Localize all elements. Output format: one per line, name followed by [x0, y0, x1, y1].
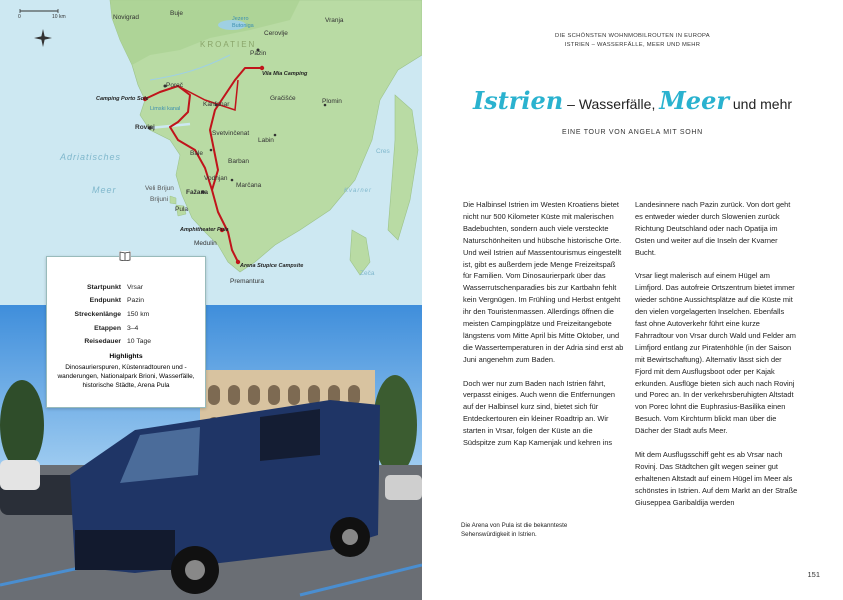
title-end: und mehr — [728, 96, 793, 112]
highlights-text: Dinosaurierspuren, Küstenradtouren und -wanderungen, Nationalpark Brioni, Wasserfälle, historische Städte, Arena Pula — [57, 364, 195, 389]
label-kanfanar: Kanfanar — [203, 101, 230, 108]
photo-caption: Die Arena von Pula ist die bekannteste Sehenswürdigkeit in Istrien. — [461, 522, 568, 538]
title-middle: – Wasserfälle, — [563, 96, 660, 112]
label-vodnjan: Vodnjan — [204, 175, 228, 182]
label-plomin: Plomin — [322, 98, 342, 105]
label-cres: Cres — [376, 148, 390, 155]
text-column-1 — [463, 199, 626, 461]
info-row-duration — [47, 338, 205, 350]
scale-zero: 0 — [18, 14, 21, 20]
info-row-start — [47, 284, 205, 296]
label-jezero: Jezero — [232, 16, 249, 22]
info-key: Streckenlänge — [74, 311, 121, 318]
label-svetvincenat: Svetvinčenat — [212, 130, 250, 137]
info-key: Etappen — [94, 325, 121, 332]
info-value: Vrsar — [127, 284, 143, 291]
right-page — [422, 0, 843, 600]
label-buje: Buje — [170, 10, 184, 17]
label-fazana: Fažana — [186, 189, 209, 196]
label-bale: Bale — [190, 150, 204, 157]
text-column-2 — [635, 199, 798, 520]
label-labin: Labin — [258, 137, 274, 144]
label-pazin: Pazin — [250, 50, 267, 57]
paragraph: Landesinnere nach Pazin zurück. Von dort geht es entweder wieder durch Slowenien zurück Richtung Deutschland oder nach Opatija im Osten und weiter auf die Inseln der Kvarner Bucht. — [635, 200, 791, 257]
page-title — [422, 86, 843, 115]
scale-end: 10 km — [52, 14, 66, 20]
info-row-stages — [47, 325, 205, 337]
paragraph: Vrsar liegt malerisch auf einem Hügel am Limfjord. Das autofreie Ortszentrum bietet immer wieder schöne Aussichtsplätze auf die Küste mit den vielen vorgelagerten Inselchen. Ebenfalls fast ohne Autoverkehr führt eine kurze Fahrradtour von Vrsar durch Wald und Felder am Limfjord entlang zur Piratenhöhle (in der Saison mit Bewirtschaftung). Alternativ lässt sich der Fjord mit dem Ausflugsboot oder per Kajak erkunden. Ausflüge bieten sich auch nach Rovinj und Porec an. In der verkehrsberuhigten Altstadt von Porec lohnt die Euphrasius-Basilika einen Besuch. Vom Kirchturm blickt man über die Dächer der Stadt aufs Meer. — [635, 271, 796, 436]
paragraph: Die Halbinsel Istrien im Westen Kroatiens bietet nicht nur 500 Kilometer Küste mit malerischen Badebuchten, sondern auch viele versteckte Naturschönheiten und hübsche historische Orte. Und weil Istrien auf Massentourismus eingestellt ist, gibt es außerdem jede Menge Freizeitspaß für Familien. Vom Dinosaurierpark über das Wasserrutschenparadies bis zur Kartbahn fehlt kein Vergnügen. Im Frühling und Herbst entgeht ihr den Touristenmassen. Allerdings öffnen die meisten Campingplätze und Freizeitangebote längstens vom Mitte April bis Mitte Oktober, und die Wassertemperaturen in der Adria sind erst ab Juni angenehm zum Baden. — [463, 200, 624, 364]
label-premantura: Premantura — [230, 278, 264, 285]
label-meer: Meer — [92, 185, 117, 195]
paragraph: Doch wer nur zum Baden nach Istrien fährt, verpasst einiges. Auch wenn die Entfernungen auf der Halbinsel kurz sind, bietet sich für Entdeckertouren ein kleiner Roadtrip an. Wir starten in Vrsar, folgen der Küste an die Südspitze zum Kap Kamenjak und kehren ins — [463, 378, 616, 448]
paragraph: Mit dem Ausflugsschiff geht es ab Vrsar nach Rovinj. Das Städtchen gilt wegen seiner gut erhaltenen Altstadt auf einem Hügel im Meer als schönstes in Istrien. Auf dem Markt an der Straße Giuseppea Garibaldija werden — [635, 450, 798, 507]
label-novigrad: Novigrad — [113, 14, 140, 21]
label-rovinj: Rovinj — [135, 124, 155, 131]
site-vila-mia: Vila Mia Camping — [262, 71, 308, 77]
info-row-end — [47, 297, 205, 309]
label-limski: Limski kanal — [150, 106, 181, 112]
label-gracisce: Gračišće — [270, 95, 296, 102]
label-vranja: Vranja — [325, 17, 344, 24]
label-cerovlje: Cerovlje — [264, 30, 288, 37]
info-key: Startpunkt — [87, 284, 121, 291]
highlights-title: Highlights — [109, 353, 143, 360]
tour-info-box — [46, 256, 206, 408]
label-zmajevac: Zeča — [360, 270, 375, 277]
subtitle: EINE TOUR VON ANGELA MIT SOHN — [562, 129, 703, 136]
title-meer: Meer — [659, 86, 729, 115]
site-camping-porto-sole: Camping Porto Sole — [96, 96, 149, 102]
label-marcana: Marčana — [236, 182, 262, 189]
site-arena-stupice: Arena Stupice Campsite — [240, 263, 304, 269]
running-head-line1: DIE SCHÖNSTEN WOHNMOBILROUTEN IN EUROPA — [555, 33, 710, 39]
info-value: Pazin — [127, 297, 145, 304]
page-number: 151 — [807, 570, 820, 579]
label-butoniga: Butoniga — [232, 23, 254, 29]
label-veli-brijun: Veli Brijun — [145, 185, 174, 192]
book-icon — [119, 251, 131, 261]
info-row-length — [47, 311, 205, 323]
info-value: 150 km — [127, 311, 150, 318]
compass-icon — [34, 29, 52, 47]
label-pula: Pula — [175, 206, 189, 213]
label-kroatien: KROATIEN — [200, 40, 257, 49]
running-head — [422, 32, 843, 50]
label-medulin: Medulin — [194, 240, 217, 247]
label-porec: Poreč — [166, 82, 183, 89]
label-kvarner: Kvarner — [344, 188, 373, 194]
title-istrien: Istrien — [472, 86, 564, 115]
running-head-line2: ISTRIEN – WASSERFÄLLE, MEER UND MEHR — [564, 42, 701, 48]
info-key: Endpunkt — [89, 297, 121, 304]
info-value: 3–4 — [127, 325, 139, 332]
info-value: 10 Tage — [127, 338, 152, 345]
label-adriatisches: Adriatisches — [60, 152, 122, 162]
site-amphitheater: Amphitheater Pula — [180, 227, 229, 233]
label-barban: Barban — [228, 158, 249, 165]
info-key: Reisedauer — [84, 338, 121, 345]
label-brijuni: Brijuni — [150, 196, 169, 203]
